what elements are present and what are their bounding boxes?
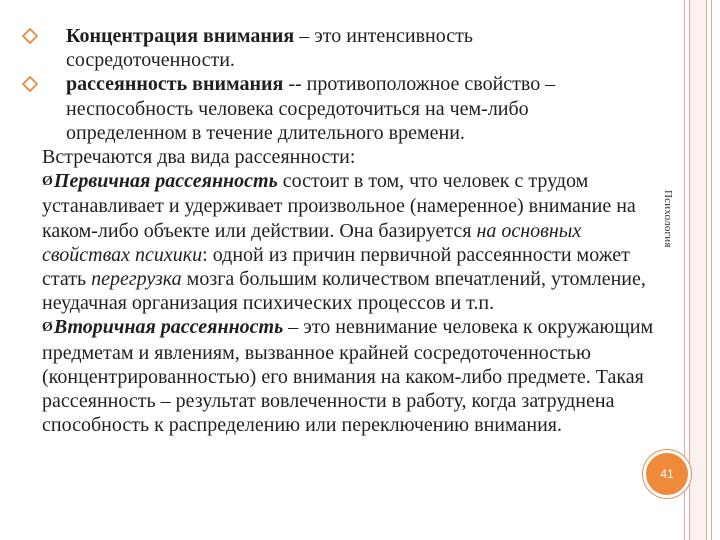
page-number-badge — [643, 450, 691, 498]
arrow-bullet-icon: Ø — [42, 174, 53, 190]
bullet-text: определенном в течение длительного времени. — [66, 121, 465, 144]
bullet-term: рассеянность внимания — [66, 73, 284, 96]
primary-italic: перегрузка — [91, 268, 182, 291]
bullet-text: -- противоположное свойство – — [283, 73, 556, 96]
primary-text: мозга большим количеством впечатлений, утомление, неудачная организация психических процессов и т.п. — [42, 268, 646, 315]
bullet-text: сосредоточенности. — [66, 49, 235, 72]
diamond-bullet-icon — [22, 76, 38, 92]
decorative-rule — [706, 0, 707, 540]
side-band — [690, 0, 706, 540]
secondary-text: – это невнимание человека к окружающим предметам и явлениям, вызванное крайней сосредоточенностью (концентрированностью) его внимания на каком-либо предмете. Такая рассеянность – результат вовлеченности в работу, когда затруднена способность к распределению или переключению внимания. — [42, 316, 654, 437]
bullet-term: Концентрация внимания — [66, 25, 295, 47]
side-label: Психология — [662, 190, 674, 248]
bullet-text: неспособность человека сосредоточиться на чем-либо — [66, 97, 529, 120]
intro-text: Встречаются два вида рассеянности: — [42, 146, 356, 169]
arrow-bullet-icon: Ø — [42, 320, 53, 336]
bullet-item — [44, 72, 656, 145]
slide-body — [44, 24, 656, 437]
primary-text: состоит в том, что человек с трудом устанавливает и удерживает произвольное (намеренное) внимание на каком-либо объекте или действии. Она базируется — [42, 170, 636, 242]
page-number: 41 — [660, 467, 674, 481]
decorative-rule — [689, 0, 690, 540]
secondary-term: Вторичная рассеянность — [53, 316, 284, 339]
decorative-rule — [711, 0, 712, 540]
primary-term: Первичная рассеянность — [53, 170, 278, 193]
intro-line — [42, 145, 656, 169]
bullet-item — [44, 24, 656, 72]
bullet-text: – это интенсивность — [294, 25, 473, 47]
primary-text: : одной из причин первичной рассеянности может стать — [42, 243, 630, 291]
secondary-paragraph — [42, 315, 656, 437]
diamond-bullet-icon — [22, 28, 38, 44]
primary-italic: на основных свойствах психики — [42, 219, 582, 266]
primary-paragraph — [42, 169, 656, 315]
